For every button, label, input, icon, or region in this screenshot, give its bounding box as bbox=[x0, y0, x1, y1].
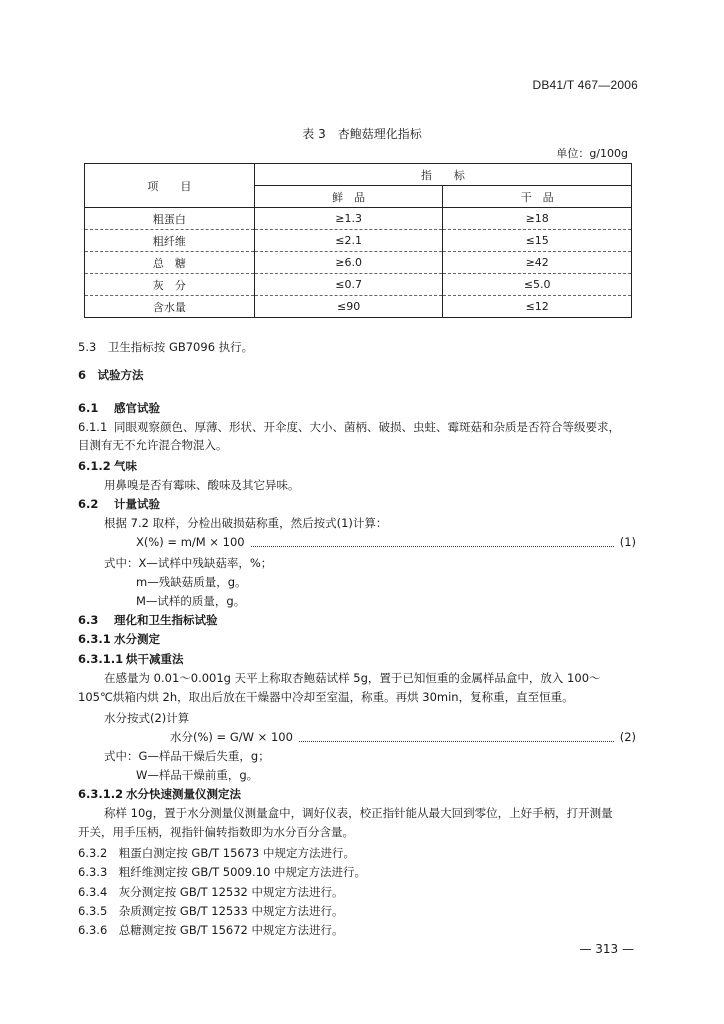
clause-6-3-6: 6.3.6 总糖测定按 GB/T 15672 中规定方法进行。 bbox=[78, 923, 344, 937]
clause-text: 同眼观察颜色、厚薄、形状、开伞度、大小、菌柄、破损、虫蛀、霉斑菇和杂质是否符合等级要求， bbox=[114, 420, 620, 434]
clause-6-3-1-2-cont: 开关，用手压柄，视指针偏转指数即为水分百分含量。 bbox=[78, 825, 354, 839]
clause-number: 6.3 bbox=[78, 613, 99, 627]
header-fresh: 鲜 品 bbox=[254, 186, 443, 208]
table-row bbox=[85, 296, 632, 318]
formula-2 bbox=[170, 729, 636, 745]
formula-1 bbox=[136, 535, 636, 549]
leader-dots bbox=[299, 733, 614, 742]
clause-6-1 bbox=[78, 400, 160, 416]
row-dry: ≥42 bbox=[443, 252, 632, 274]
clause-number: 6.1.1 bbox=[78, 420, 108, 434]
clause-6-2-text: 根据 7.2 取样，分检出破损菇称重，然后按式(1)计算： bbox=[104, 516, 388, 530]
clause-title: 气味 bbox=[114, 459, 137, 473]
row-item: 粗纤维 bbox=[85, 230, 255, 252]
clause-number: 6.3.1.1 bbox=[78, 652, 124, 666]
clause-6-1-1-cont: 目测有无不允许混合物混入。 bbox=[78, 438, 228, 452]
clause-6-2 bbox=[78, 496, 160, 512]
clause-6-3-4: 6.3.4 灰分测定按 GB/T 12532 中规定方法进行。 bbox=[78, 885, 344, 899]
table-row bbox=[85, 252, 632, 274]
clause-6-3-1 bbox=[78, 631, 160, 647]
header-item: 项 目 bbox=[85, 164, 255, 208]
clause-number: 6.2 bbox=[78, 497, 99, 511]
clause-6-1-2 bbox=[78, 458, 137, 474]
clause-6-3-3: 6.3.3 粗纤维测定按 GB/T 5009.10 中规定方法进行。 bbox=[78, 865, 366, 879]
clause-6-3-1-1-cont: 105℃烘箱内烘 2h，取出后放在干燥器中冷却至室温，称重。再烘 30min，复称重，直至恒重。 bbox=[78, 690, 574, 704]
row-dry: ≤5.0 bbox=[443, 274, 632, 296]
section-6-heading: 6 试验方法 bbox=[78, 368, 144, 382]
clause-6-1-1 bbox=[78, 419, 620, 435]
row-item: 灰 分 bbox=[85, 274, 255, 296]
formula-expression: 水分(%) = G/W × 100 bbox=[170, 730, 293, 744]
row-item: 粗蛋白 bbox=[85, 208, 255, 230]
formula-1-where: 式中：X—试样中残缺菇率，%； bbox=[104, 556, 273, 570]
row-fresh: ≤90 bbox=[254, 296, 443, 318]
clause-number: 6.3.1.2 bbox=[78, 787, 124, 801]
row-fresh: ≥1.3 bbox=[254, 208, 443, 230]
clause-title: 水分快速测量仪测定法 bbox=[126, 787, 241, 801]
clause-6-3-2: 6.3.2 粗蛋白测定按 GB/T 15673 中规定方法进行。 bbox=[78, 846, 356, 860]
row-fresh: ≤0.7 bbox=[254, 274, 443, 296]
clause-6-1-2-text: 用鼻嗅是否有霉味、酸味及其它异味。 bbox=[104, 478, 300, 492]
clause-title: 烘干减重法 bbox=[126, 652, 184, 666]
header-dry: 干 品 bbox=[443, 186, 632, 208]
row-item: 总 糖 bbox=[85, 252, 255, 274]
row-dry: ≤15 bbox=[443, 230, 632, 252]
standard-code: DB41/T 467—2006 bbox=[532, 78, 638, 92]
formula-2-where: 式中：G—样品干燥后失重，g； bbox=[104, 749, 270, 763]
formula-expression: X(%) = m/M × 100 bbox=[136, 535, 245, 549]
table-unit: 单位：g/100g bbox=[556, 147, 628, 160]
clause-title: 水分测定 bbox=[114, 632, 160, 646]
clause-title: 理化和卫生指标试验 bbox=[114, 613, 218, 627]
clause-6-3-5: 6.3.5 杂质测定按 GB/T 12533 中规定方法进行。 bbox=[78, 904, 344, 918]
clause-title: 计量试验 bbox=[114, 497, 160, 511]
table-row bbox=[85, 208, 632, 230]
leader-dots bbox=[251, 538, 614, 547]
clause-6-3-1-1 bbox=[78, 651, 184, 667]
row-fresh: ≥6.0 bbox=[254, 252, 443, 274]
clause-6-3 bbox=[78, 612, 218, 628]
page-number: — 313 — bbox=[579, 942, 634, 956]
clause-number: 6.1 bbox=[78, 401, 99, 415]
clause-number: 6.3.1 bbox=[78, 632, 111, 646]
clause-6-3-1-1-calc: 水分按式(2)计算 bbox=[104, 711, 190, 725]
row-fresh: ≤2.1 bbox=[254, 230, 443, 252]
indicator-table bbox=[84, 163, 632, 318]
formula-1-var-m: m—残缺菇质量，g。 bbox=[136, 575, 247, 589]
clause-6-3-1-1-text: 在感量为 0.01～0.001g 天平上称取杏鲍菇试样 5g，置于已知恒重的金属样品盒中，放入 100～ bbox=[104, 671, 601, 685]
clause-title: 感官试验 bbox=[114, 401, 160, 415]
row-item: 含水量 bbox=[85, 296, 255, 318]
clause-6-3-1-2 bbox=[78, 786, 241, 802]
clause-6-3-1-2-text: 称样 10g，置于水分测量仪测量盒中，调好仪表，校正指针能从最大回到零位，上好手柄，打开测量 bbox=[104, 806, 613, 820]
clause-number: 6.1.2 bbox=[78, 459, 111, 473]
table-row bbox=[85, 274, 632, 296]
header-indicator: 指 标 bbox=[254, 164, 631, 186]
formula-1-var-M: M—试样的质量，g。 bbox=[136, 594, 246, 608]
row-dry: ≥18 bbox=[443, 208, 632, 230]
formula-tag: (2) bbox=[619, 730, 636, 744]
row-dry: ≤12 bbox=[443, 296, 632, 318]
clause-5-3: 5.3 卫生指标按 GB7096 执行。 bbox=[78, 340, 254, 354]
formula-2-var-W: W—样品干燥前重，g。 bbox=[136, 768, 259, 782]
table-caption: 表 3 杏鲍菇理化指标 bbox=[302, 127, 422, 141]
table-row bbox=[85, 230, 632, 252]
formula-tag: (1) bbox=[619, 535, 636, 549]
